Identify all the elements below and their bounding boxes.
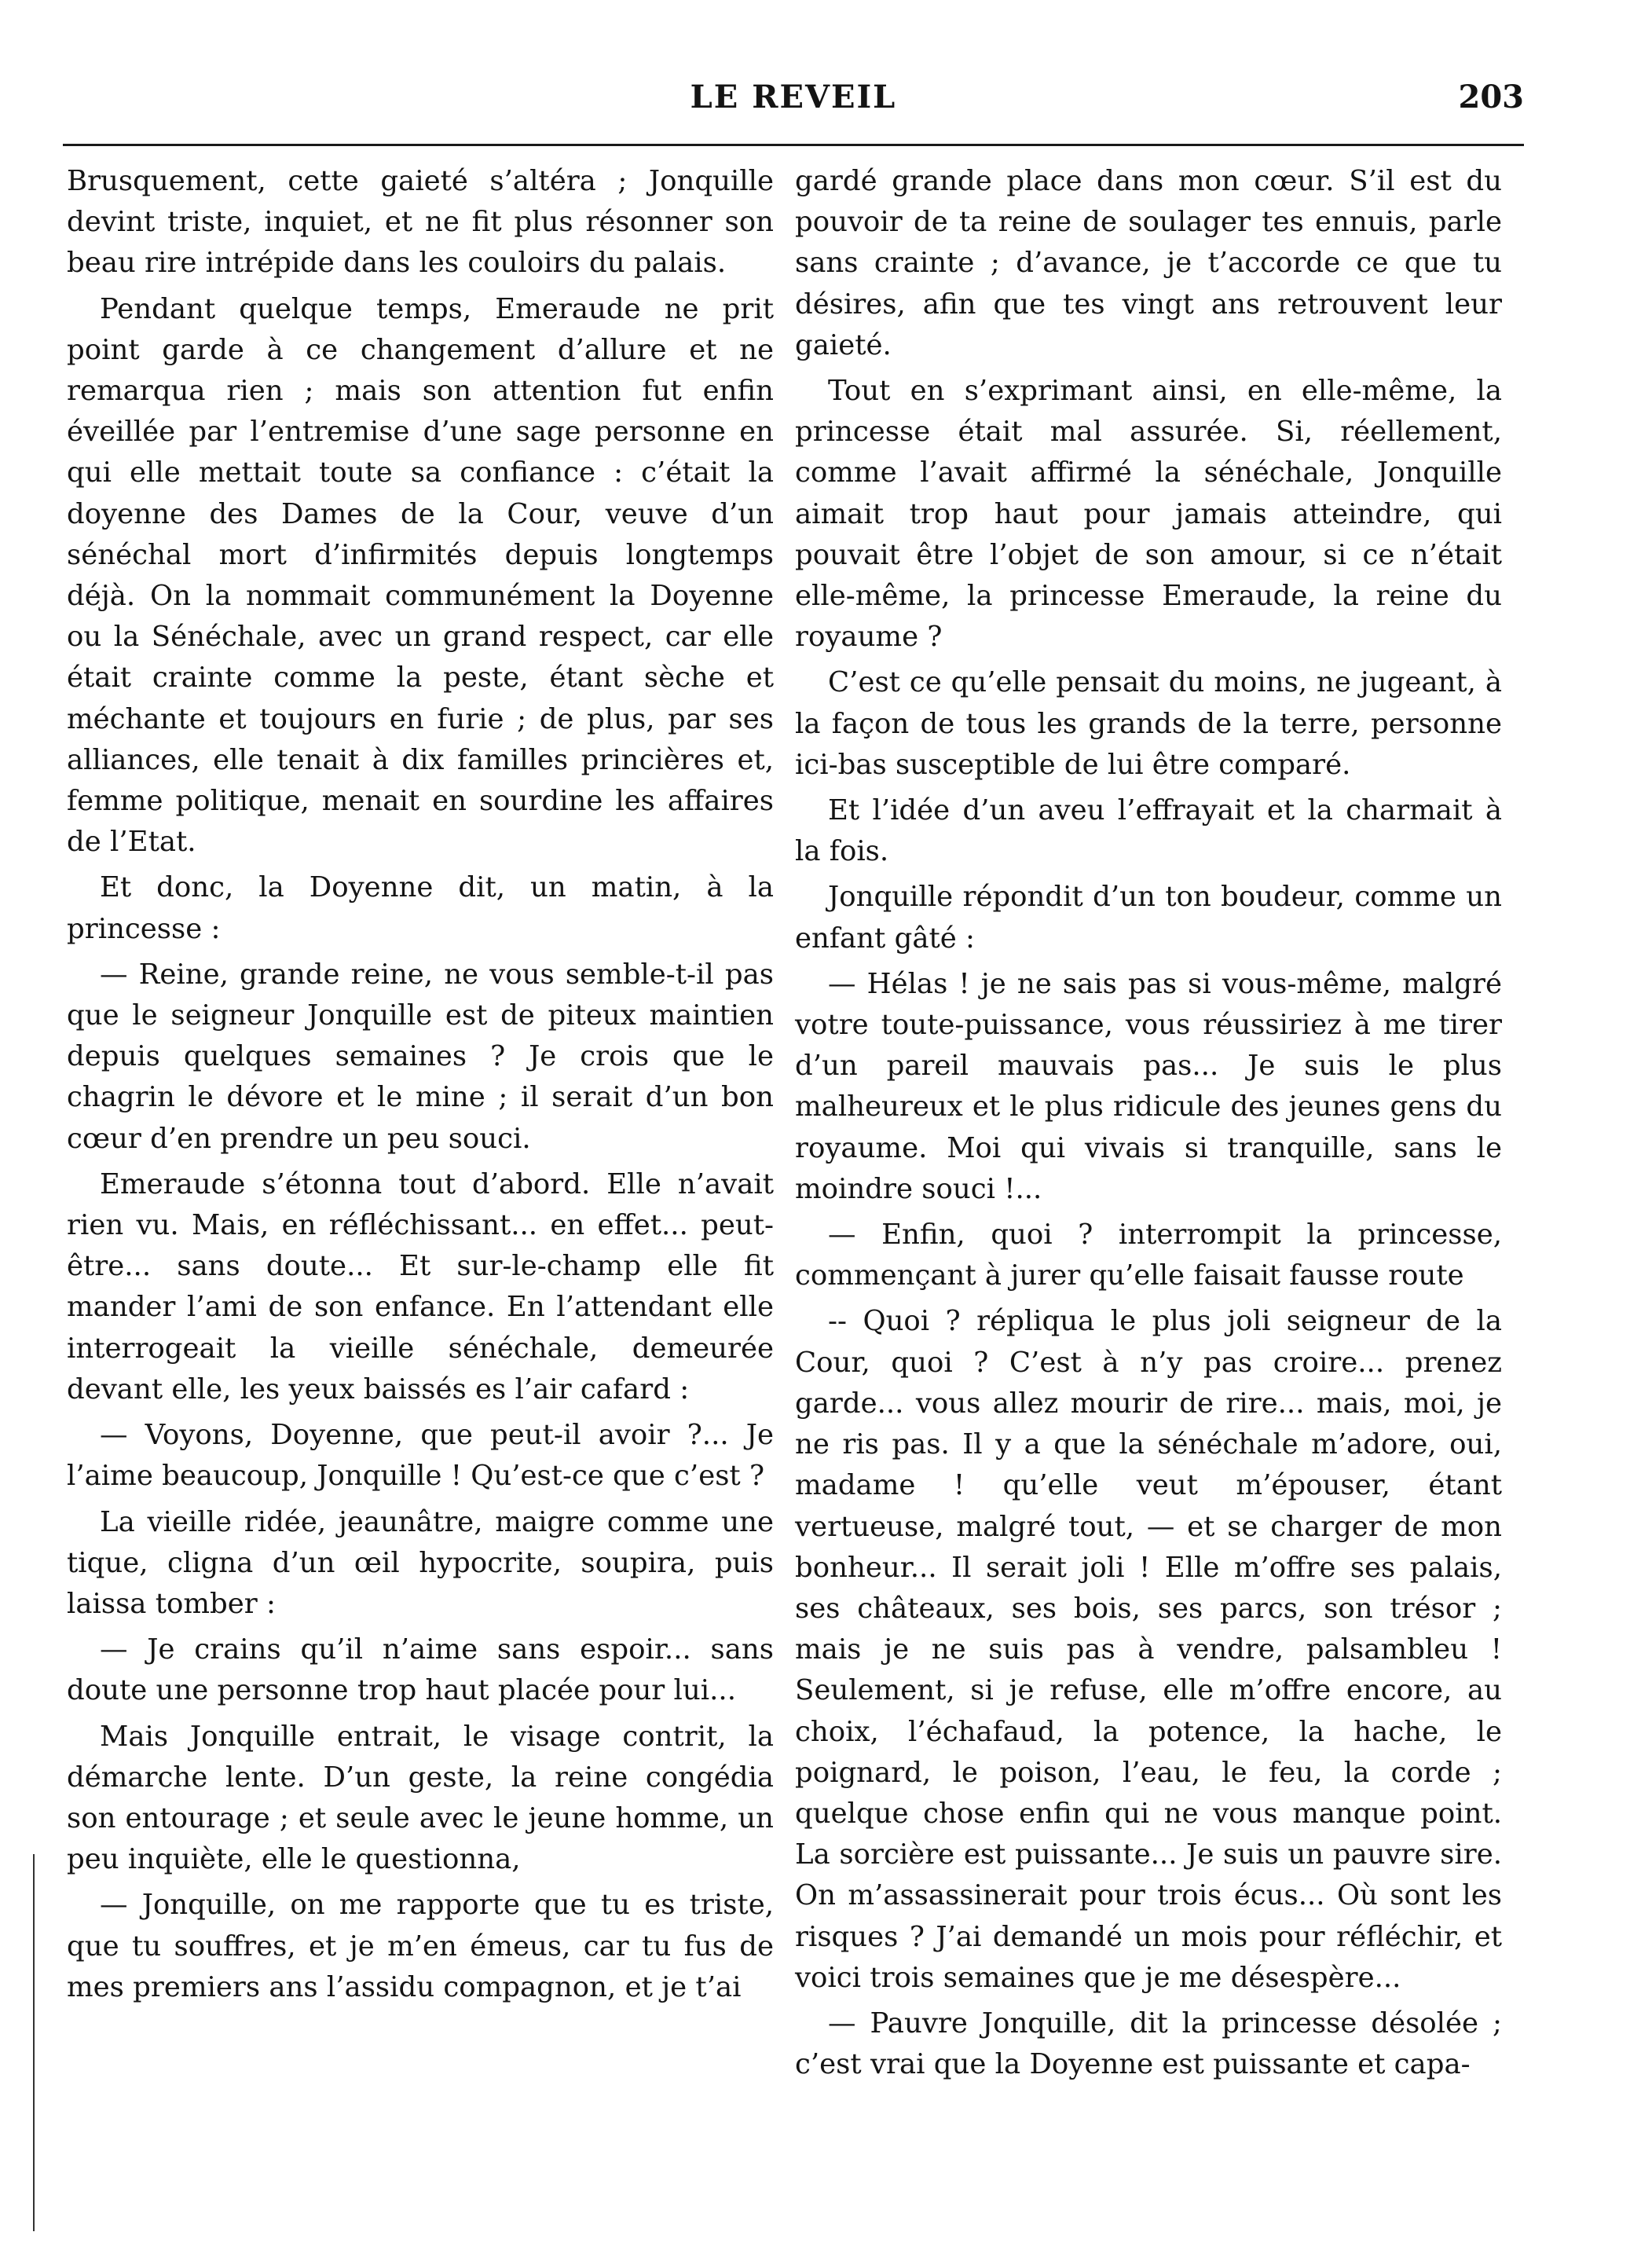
paragraph: La vieille ridée, jeaunâtre, maigre comme une tique, cligna d’un œil hypocrite, soupira, puis laissa tomber : [67,1505,774,1620]
header-rule [63,144,1524,146]
paragraph: Emeraude s’étonna tout d’abord. Elle n’avait rien vu. Mais, en réfléchissant... en effet... peut-être... sans doute... Et sur-le-champ elle fit mander l’ami de son enfance. En l’attendant elle interrogeait la vieille sénéchale, demeurée devant elle, les yeux baissés es l’air cafard : [67,1167,774,1406]
paragraph: — Jonquille, on me rapporte que tu es triste, que tu souffres, et je m’en émeus, car tu fus de mes premiers ans l’assidu compagnon, et je t’ai [67,1889,774,2003]
paragraph: C’est ce qu’elle pensait du moins, ne jugeant, à la façon de tous les grands de la terre, personne ici-bas susceptible de lui être comparé. [795,666,1502,781]
paragraph: Et donc, la Doyenne dit, un matin, à la princesse : [67,871,774,945]
right-column [795,161,1502,2090]
paragraph: Mais Jonquille entrait, le visage contrit, la démarche lente. D’un geste, la reine congédia son entourage ; et seule avec le jeune homme, un peu inquiète, elle le questionna, [67,1720,774,1876]
paragraph: — Voyons, Doyenne, que peut-il avoir ?... Je l’aime beaucoup, Jonquille ! Qu’est-ce que c’est ? [67,1419,774,1493]
paragraph: — Reine, grande reine, ne vous semble-t-il pas que le seigneur Jonquille est de piteux maintien depuis quelques semaines ? Je crois que le chagrin le dévore et le mine ; il serait d’un bon cœur d’en prendre un peu souci. [67,958,774,1155]
paragraph: — Je crains qu’il n’aime sans espoir... sans doute une personne trop haut placée pour lui... [67,1633,774,1707]
paragraph: gardé grande place dans mon cœur. S’il est du pouvoir de ta reine de soulager tes ennuis, parle sans crainte ; d’avance, je t’accorde ce que tu désires, afin que tes vingt ans retrouvent leur gaieté. [795,165,1502,361]
paragraph: — Hélas ! je ne sais pas si vous-même, malgré votre toute-puissance, vous réussiriez à me tirer d’un pareil mauvais pas... Je suis le plus malheureux et le plus ridicule des jeunes gens du royaume. Moi qui vivais si tranquille, sans le moindre souci !... [795,967,1502,1205]
paragraph: Tout en s’exprimant ainsi, en elle-même, la princesse était mal assurée. Si, réellement, comme l’avait affirmé la sénéchale, Jonquille aimait trop haut pour jamais atteindre, qui pouvait être l’objet de son amour, si ce n’était elle-même, la princesse Emeraude, la reine du royaume ? [795,375,1502,654]
paragraph: — Enfin, quoi ? interrompit la princesse, commençant à jurer qu’elle faisait fausse route [795,1219,1502,1292]
paragraph: Jonquille répondit d’un ton boudeur, comme un enfant gâté : [795,881,1502,955]
paragraph: — Pauvre Jonquille, dit la princesse désolée ; c’est vrai que la Doyenne est puissante et capa- [795,2007,1502,2081]
journal-title: LE REVEIL [690,79,897,115]
paragraph: -- Quoi ? répliqua le plus joli seigneur de la Cour, quoi ? C’est à n’y pas croire... prenez garde... vous allez mourir de rire... mais, moi, je ne ris pas. Il y a que la sénéchale m’adore, oui, madame ! qu’elle veut m’épouser, étant vertueuse, malgré tout, — et se charger de mon bonheur... Il serait joli ! Elle m’offre ses palais, ses châteaux, ses bois, ses parcs, son trésor ; mais je ne suis pas à vendre, palsambleu ! Seulement, si je refuse, elle m’offre encore, au choix, l’échafaud, la potence, la hache, le poignard, le poison, l’eau, le feu, la corde ; quelque chose enfin qui ne vous manque point. La sorcière est puissante... Je suis un pauvre sire. On m’assassinerait pour trois écus... Où sont les risques ? J’ai demandé un mois pour réfléchir, et voici trois semaines que je me désespère... [795,1305,1502,1994]
page-number: 203 [1458,79,1524,115]
running-header [63,79,1524,134]
left-column [67,161,774,2013]
paragraph: Brusquement, cette gaieté s’altéra ; Jonquille devint triste, inquiet, et ne fit plus résonner son beau rire intrépide dans les couloirs du palais. [67,165,774,280]
margin-rule [33,1854,35,2231]
paragraph: Pendant quelque temps, Emeraude ne prit point garde à ce changement d’allure et ne remarqua rien ; mais son attention fut enfin éveillée par l’entremise d’une sage personne en qui elle mettait toute sa confiance : c’était la doyenne des Dames de la Cour, veuve d’un sénéchal mort d’infirmités depuis longtemps déjà. On la nommait communément la Doyenne ou la Sénéchale, avec un grand respect, car elle était crainte comme la peste, étant sèche et méchante et toujours en furie ; de plus, par ses alliances, elle tenait à dix familles princières et, femme politique, menait en sourdine les affaires de l’Etat. [67,292,774,859]
paragraph: Et l’idée d’un aveu l’effrayait et la charmait à la fois. [795,794,1502,868]
